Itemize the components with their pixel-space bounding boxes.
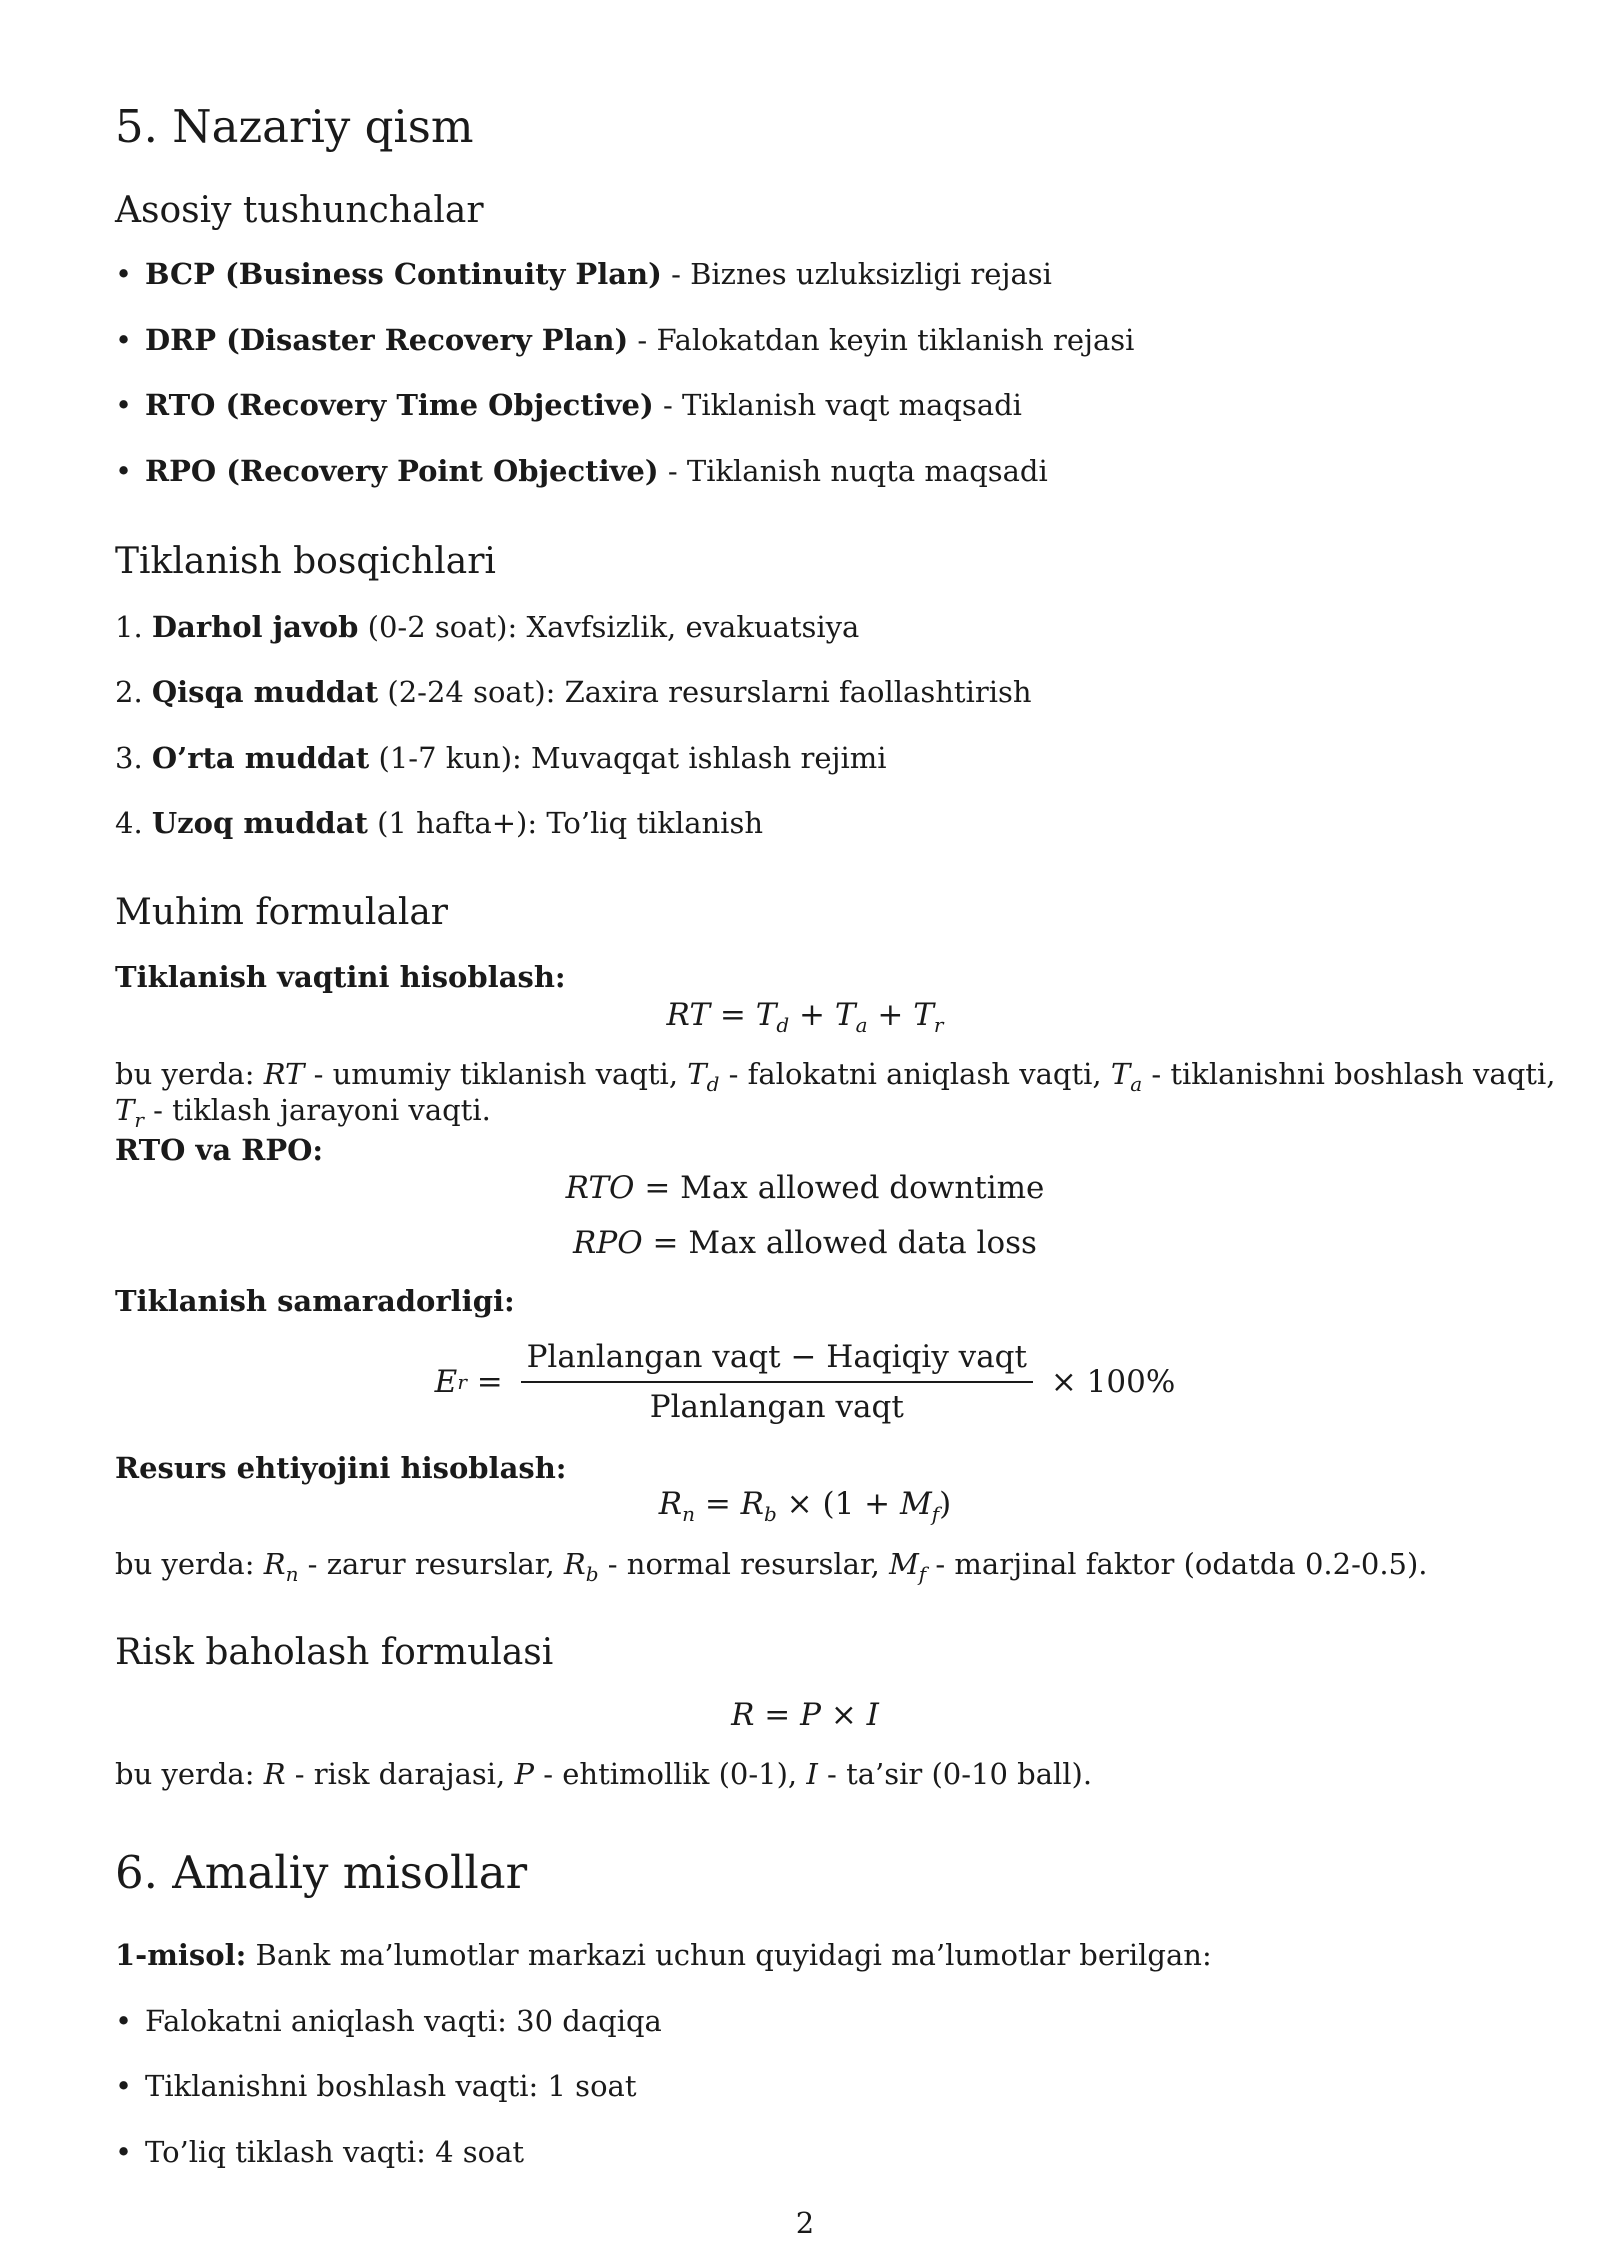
list-item [115,2069,636,2103]
bullet-icon: • [115,323,133,357]
bullet-icon: • [115,2004,133,2038]
formula-label: Resurs ehtiyojini hisoblash: [115,1451,567,1485]
bullet-icon: • [115,454,133,488]
formula-recovery-time: RT = $T_d + T_a + T_r$ [666,997,944,1038]
bullet-icon: • [115,2135,133,2169]
stage-desc: (2-24 soat): Zaxira resurslarni faollashtirish [378,675,1032,709]
list-item [115,741,887,775]
formula-rto: RTO = Max allowed downtime [565,1170,1045,1206]
stage-name: Darhol javob [151,610,359,644]
rpo-lhs: RPO [573,1225,643,1261]
rto-lhs: RTO [565,1170,635,1206]
page-number: 2 [795,2206,815,2240]
list-item [115,2004,662,2038]
fraction-numerator: Planlangan vaqt − Haqiqiy vaqt [521,1339,1033,1383]
list-item [115,806,763,840]
subsection-title-recovery-stages: Tiklanish bosqichlari [115,541,496,582]
efficiency-fraction [521,1339,1033,1425]
item-number: 1. [115,610,143,644]
bullet-icon: • [115,388,133,422]
percent-factor: × 100% [1050,1364,1176,1400]
formula-label: Tiklanish samaradorligi: [115,1284,515,1318]
var-desc: - ehtimollik (0-1), [534,1757,807,1791]
formula-efficiency: Er = $\frac{\text{Planlangan vaqt − Haqiqiy vaqt}}{\text{Planlangan vaqt}}$ × 100% [434,1339,1176,1425]
example-intro [115,1938,1212,1972]
fraction-denominator: Planlangan vaqt [649,1389,904,1425]
bullet-icon: • [115,2069,133,2103]
var-rt: RT [263,1057,305,1091]
rto-rhs: Max allowed downtime [680,1170,1045,1206]
item-number: 4. [115,806,143,840]
explain-prefix: bu yerda: [115,1057,264,1091]
var-desc: - umumiy tiklanish vaqti, [304,1057,688,1091]
list-item [115,454,1048,488]
var-desc: - tiklash jarayoni vaqti. [143,1093,491,1127]
explain-prefix: bu yerda: [115,1757,264,1791]
term: DRP (Disaster Recovery Plan) [145,323,629,357]
list-item [115,388,1022,422]
term: RPO (Recovery Point Objective) [145,454,659,488]
item-number: 3. [115,741,143,775]
subsection-title-risk: Risk baholash formulasi [115,1632,554,1673]
item-number: 2. [115,675,143,709]
stage-desc: (1 hafta+): To’liq tiklanish [367,806,764,840]
section-title-theory: 5. Nazariy qism [115,100,474,153]
rpo-rhs: Max allowed data loss [688,1225,1037,1261]
example-label: 1-misol: [115,1938,247,1972]
term: RTO (Recovery Time Objective) [145,388,654,422]
example-item: Tiklanishni boshlash vaqti: 1 soat [145,2069,637,2103]
term-desc: - Falokatdan keyin tiklanish rejasi [628,323,1135,357]
stage-name: Uzoq muddat [151,806,368,840]
formula-rpo: RPO = Max allowed data loss [573,1225,1037,1261]
example-item: To’liq tiklash vaqti: 4 soat [145,2135,525,2169]
list-item [115,323,1134,357]
var-desc: - risk darajasi, [285,1757,515,1791]
term-desc: - Biznes uzluksizligi rejasi [661,257,1052,291]
var-desc: - ta’sir (0-10 ball). [817,1757,1093,1791]
var-desc: - marjinal faktor (odatda 0.2-0.5). [926,1547,1428,1581]
formula-label: RTO va RPO: [115,1133,324,1167]
var-desc: - normal resurslar, [598,1547,890,1581]
formula-explanation: bu yerda: $R_n$ - zarur resurslar, $R_b$ - normal resurslar, $M_f$ - marjinal faktor (odatda 0.2-0.5). [115,1547,1428,1586]
example-text: Bank ma’lumotlar markazi uchun quyidagi ma’lumotlar berilgan: [246,1938,1212,1972]
formula-explanation-cont: $T_r$ - tiklash jarayoni vaqti. [115,1093,491,1132]
list-item [115,257,1052,291]
stage-desc: (1-7 kun): Muvaqqat ishlash rejimi [369,741,887,775]
term: BCP (Business Continuity Plan) [145,257,662,291]
formula-explanation: bu yerda: RT - umumiy tiklanish vaqti, $T_d$ - falokatni aniqlash vaqti, $T_a$ - tiklanishni boshlash vaqti, [115,1057,1556,1096]
formula-risk: R = P × I [731,1697,879,1733]
formula-label: Tiklanish vaqtini hisoblash: [115,960,566,994]
var-desc: - zarur resurslar, [298,1547,564,1581]
stage-name: O’rta muddat [151,741,370,775]
formula-explanation: bu yerda: R - risk darajasi, P - ehtimollik (0-1), I - ta’sir (0-10 ball). [115,1757,1093,1791]
list-item [115,675,1032,709]
var-desc: - tiklanishni boshlash vaqti, [1142,1057,1556,1091]
stage-desc: (0-2 soat): Xavfsizlik, evakuatsiya [358,610,860,644]
explain-prefix: bu yerda: [115,1547,264,1581]
var-desc: - falokatni aniqlash vaqti, [719,1057,1111,1091]
subsection-title-basic-concepts: Asosiy tushunchalar [115,190,484,231]
example-item: Falokatni aniqlash vaqti: 30 daqiqa [145,2004,662,2038]
stage-name: Qisqa muddat [151,675,379,709]
term-desc: - Tiklanish vaqt maqsadi [653,388,1022,422]
subsection-title-formulas: Muhim formulalar [115,892,449,933]
section-title-practice: 6. Amaliy misollar [115,1846,528,1899]
term-desc: - Tiklanish nuqta maqsadi [658,454,1048,488]
list-item [115,610,859,644]
bullet-icon: • [115,257,133,291]
formula-resource: $R_n = R_b \times (1 + M_f)$ [658,1486,952,1527]
document-page [115,0,1556,2262]
list-item [115,2135,524,2169]
